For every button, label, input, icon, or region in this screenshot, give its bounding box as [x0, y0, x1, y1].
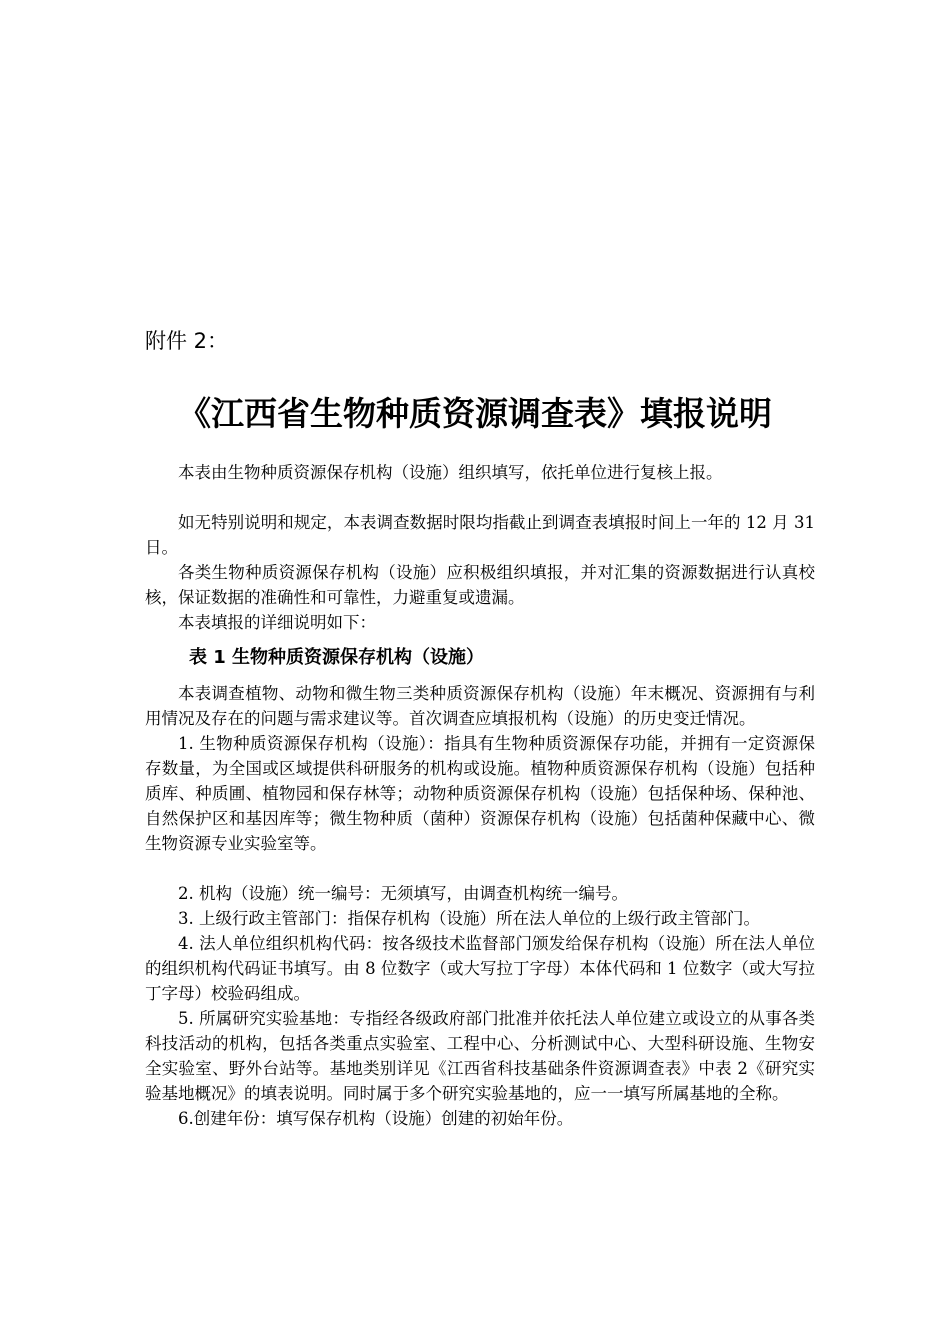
section1-paragraph-overview: 本表调查植物、动物和微生物三类种质资源保存机构（设施）年末概况、资源拥有与利用情况及存在的问题与需求建议等。首次调查应填报机构（设施）的历史变迁情况。 [145, 684, 815, 728]
intro-paragraph-2: 如无特别说明和规定，本表调查数据时限均指截止到调查表填报时间上一年的 12 月 31 日。 [145, 513, 815, 557]
section1-item-3: 3. 上级行政主管部门：指保存机构（设施）所在法人单位的上级行政主管部门。 [178, 909, 760, 928]
section1-item-4: 4. 法人单位组织机构代码：按各级技术监督部门颁发给保存机构（设施）所在法人单位的组织机构代码证书填写。由 8 位数字（或大写拉丁字母）本体代码和 1 位数字（或大写拉丁字母）校验码组成。 [145, 934, 815, 1003]
intro-paragraph-3: 各类生物种质资源保存机构（设施）应积极组织填报，并对汇集的资源数据进行认真校核，保证数据的准确性和可靠性，力避重复或遗漏。 [145, 563, 815, 607]
section1-item-1: 1. 生物种质资源保存机构（设施）：指具有生物种质资源保存功能，并拥有一定资源保存数量，为全国或区域提供科研服务的机构或设施。植物种质资源保存机构（设施）包括种质库、种质圃、植物园和保存林等；动物种质资源保存机构（设施）包括保种场、保种池、自然保护区和基因库等；微生物种质（菌种）资源保存机构（设施）包括菌种保藏中心、微生物资源专业实验室等。 [145, 734, 815, 853]
section1-item-6: 6.创建年份：填写保存机构（设施）创建的初始年份。 [178, 1109, 574, 1128]
document-title: 《江西省生物种质资源调查表》填报说明 [178, 394, 772, 433]
document-body [145, 460, 815, 1131]
intro-paragraph-1: 本表由生物种质资源保存机构（设施）组织填写，依托单位进行复核上报。 [178, 463, 723, 482]
section1-item-5: 5. 所属研究实验基地：专指经各级政府部门批准并依托法人单位建立或设立的从事各类科技活动的机构，包括各类重点实验室、工程中心、分析测试中心、大型科研设施、生物安全实验室、野外台站等。基地类别详见《江西省科技基础条件资源调查表》中表 2《研究实验基地概况》的填表说明。同时属于多个研究实验基地的，应一一填写所属基地的全称。 [145, 1009, 815, 1103]
intro-paragraph-4: 本表填报的详细说明如下： [178, 613, 376, 632]
attachment-label: 附件 2： [145, 329, 229, 353]
section-heading-table-1: 表 1 生物种质资源保存机构（设施） [189, 647, 485, 668]
section1-item-2: 2. 机构（设施）统一编号：无须填写，由调查机构统一编号。 [178, 884, 628, 903]
